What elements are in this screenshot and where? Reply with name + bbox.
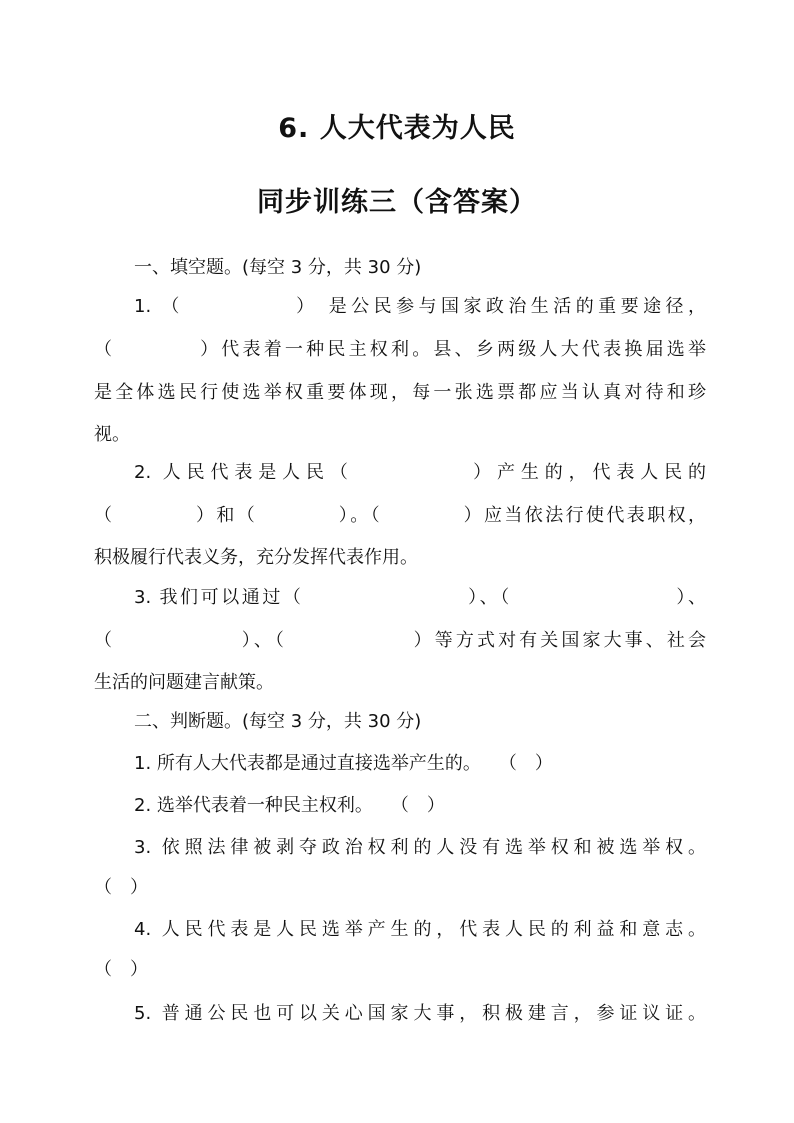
- section2-heading: 二、判断题。(每空 3 分，共 30 分): [134, 711, 422, 732]
- q3-line-2: （ ）、（ ）等方式对有关国家大事、社会: [94, 630, 706, 651]
- q3-line-1: 3. 我们可以通过（ ）、（ ）、: [134, 587, 706, 608]
- q1-line-3: 是全体选民行使选举权重要体现，每一张选票都应当认真对待和珍: [94, 382, 706, 403]
- judge-3-line-2: （ ）: [94, 877, 148, 898]
- judge-5-line-1: 5. 普通公民也可以关心国家大事，积极建言，参证议证。: [134, 1003, 706, 1024]
- q2-line-1: 2. 人民代表是人民（ ）产生的，代表人民的: [134, 462, 706, 483]
- page-subtitle: 同步训练三（含答案）: [257, 187, 537, 218]
- judge-4-line-2: （ ）: [94, 959, 148, 980]
- judge-2: 2. 选举代表着一种民主权利。 （ ）: [134, 795, 445, 816]
- judge-1: 1. 所有人大代表都是通过直接选举产生的。 （ ）: [134, 753, 553, 774]
- judge-3-line-1: 3. 依照法律被剥夺政治权利的人没有选举权和被选举权。: [134, 837, 706, 858]
- judge-4-line-1: 4. 人民代表是人民选举产生的，代表人民的利益和意志。: [134, 919, 706, 940]
- q2-line-2: （ ）和（ ）。（ ）应当依法行使代表职权，: [94, 505, 706, 526]
- q1-line-2: （ ）代表着一种民主权利。县、乡两级人大代表换届选举: [94, 339, 706, 360]
- section1-heading: 一、填空题。(每空 3 分，共 30 分): [134, 257, 422, 278]
- page-title: 6. 人大代表为人民: [278, 113, 516, 144]
- q3-line-3: 生活的问题建言献策。: [94, 672, 274, 693]
- q1-line-4: 视。: [94, 424, 130, 445]
- q2-line-3: 积极履行代表义务，充分发挥代表作用。: [94, 547, 418, 568]
- q1-line-1: 1. （ ） 是公民参与国家政治生活的重要途径，: [134, 296, 706, 317]
